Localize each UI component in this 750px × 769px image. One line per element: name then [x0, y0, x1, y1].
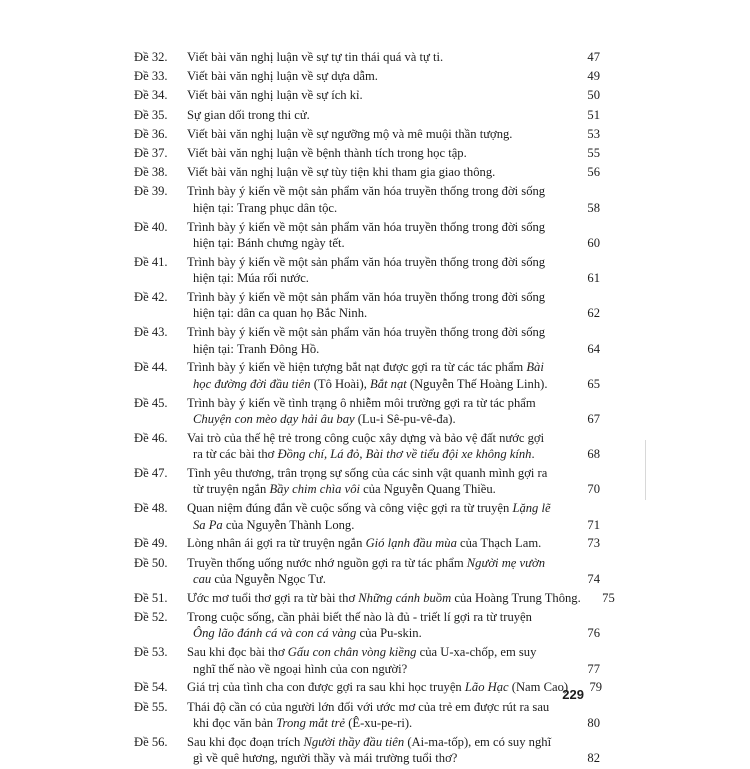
- toc-entry: [134, 359, 600, 392]
- text-segment: Vai trò của thế hệ trẻ trong công cuộc xây dựng và bảo vệ đất nước gợi: [187, 430, 545, 445]
- toc-entry-title-line: [187, 376, 566, 392]
- toc-entry-title: [187, 87, 576, 103]
- toc-entry-page: 58: [587, 200, 600, 215]
- toc-entry-page: 70: [587, 482, 600, 497]
- toc-entry-title: [187, 289, 576, 322]
- toc-entry-title-line: [187, 359, 566, 375]
- text-segment: Trình bày ý kiến về tình trạng ô nhiễm môi trường gợi ra từ tác phẩm: [187, 395, 536, 410]
- text-segment: Trong cuộc sống, cần phải biết thế nào là đủ - triết lí gợi ra từ truyện: [187, 610, 532, 625]
- italic-title-segment: Gió lạnh đầu mùa: [365, 536, 457, 551]
- text-segment: (Ê-xu-pe-ri).: [345, 716, 413, 731]
- toc-entry-title-line: [187, 481, 566, 497]
- toc-entry: [134, 145, 600, 161]
- italic-title-segment: Đồng chí, Lá đỏ, Bài thơ về tiểu đội xe không kính: [277, 447, 532, 462]
- toc-entry: [134, 535, 600, 551]
- toc-entry-title: [187, 430, 576, 463]
- text-segment: hiện tại: dân ca quan họ Bắc Ninh.: [193, 306, 368, 321]
- toc-entry-title: [187, 126, 576, 142]
- toc-entry-title-line: [187, 305, 566, 321]
- toc-entry-title-line: [187, 644, 566, 660]
- toc-entry: [134, 324, 600, 357]
- italic-title-segment: Lặng lẽ: [512, 501, 551, 516]
- toc-entry: [134, 68, 600, 84]
- italic-title-segment: Những cánh buồm: [358, 590, 452, 605]
- toc-entry-label: Đề 33.: [134, 69, 168, 84]
- toc-entry-page: 77: [587, 661, 600, 676]
- italic-title-segment: Lão Hạc: [464, 680, 509, 695]
- toc-entry-title-line: [187, 750, 566, 766]
- text-segment: Giá trị của tình cha con được gợi ra sau khi học truyện: [187, 680, 465, 695]
- toc-entry: [134, 219, 600, 252]
- toc-entry: [134, 164, 600, 180]
- toc-entry: [134, 87, 600, 103]
- toc-entry-title-line: [187, 164, 566, 180]
- toc-entry-title-line: [187, 625, 566, 641]
- toc-entry-title-line: [187, 609, 566, 625]
- toc-entry-page: 79: [589, 680, 603, 695]
- toc-entry-page: 61: [587, 271, 600, 286]
- toc-entry-label: Đề 41.: [134, 254, 168, 269]
- toc-entry-page: 56: [587, 165, 600, 180]
- toc-entry-label: Đề 54.: [134, 680, 168, 695]
- page-number: 229: [562, 687, 584, 702]
- text-segment: của U-xa-chốp, em suy: [416, 645, 537, 660]
- toc-entry-label: Đề 45.: [134, 395, 168, 410]
- toc-entry-title: [187, 535, 576, 551]
- toc-entry: [134, 183, 600, 216]
- toc-entry-title-line: [187, 411, 566, 427]
- toc-entry-title: [187, 699, 576, 732]
- toc-entry-label: Đề 48.: [134, 501, 168, 516]
- toc-entry-title: [187, 254, 576, 287]
- text-segment: của Pu-skin.: [356, 626, 422, 641]
- text-segment: của Hoàng Trung Thông.: [451, 590, 581, 605]
- italic-title-segment: cau: [193, 572, 212, 587]
- toc-entry-title: [187, 734, 576, 767]
- toc-entry-label: Đề 34.: [134, 88, 168, 103]
- toc-entry-title: [187, 590, 591, 606]
- toc-entry: [134, 500, 600, 533]
- toc-entry-title-line: [187, 200, 566, 216]
- text-segment: (Lu-i Sê-pu-vê-đa).: [354, 412, 456, 427]
- italic-title-segment: Sa Pa: [193, 517, 223, 532]
- italic-title-segment: Chuyện con mèo dạy hải âu bay: [193, 412, 355, 427]
- text-segment: Sự gian dối trong thi cử.: [187, 107, 310, 122]
- toc-entry-page: 65: [587, 376, 600, 391]
- text-segment: Viết bài văn nghị luận về sự ích kỉ.: [187, 88, 363, 103]
- toc-entry-title-line: [187, 341, 566, 357]
- toc-entry-page: 73: [587, 536, 600, 551]
- toc-entry-title: [187, 49, 576, 65]
- toc-entry-label: Đề 39.: [134, 184, 168, 199]
- toc-entry-title-line: [187, 446, 566, 462]
- text-segment: (Tô Hoài),: [310, 376, 371, 391]
- table-of-contents: [134, 49, 615, 769]
- toc-entry-title: [187, 359, 576, 392]
- text-segment: Trình bày ý kiến về một sản phẩm văn hóa truyền thống trong đời sống: [187, 184, 546, 199]
- toc-entry-label: Đề 50.: [134, 555, 168, 570]
- toc-entry-title-line: [187, 555, 566, 571]
- text-segment: Tình yêu thương, trân trọng sự sống của các sinh vật quanh mình gợi ra: [187, 466, 548, 481]
- text-segment: Quan niệm đúng đắn về cuộc sống và công việc gợi ra từ truyện: [187, 501, 513, 516]
- toc-entry-label: Đề 44.: [134, 360, 168, 375]
- text-segment: của Thạch Lam.: [456, 536, 542, 551]
- text-segment: nghĩ thế nào về ngoại hình của con người?: [193, 661, 408, 676]
- text-segment: hiện tại: Trang phục dân tộc.: [193, 200, 338, 215]
- toc-entry-title-line: [187, 289, 566, 305]
- bleed-through-mark: [645, 440, 646, 500]
- toc-entry-title: [187, 107, 576, 123]
- text-segment: Viết bài văn nghị luận về sự ngưỡng mộ và mê muội thần tượng.: [187, 126, 513, 141]
- toc-entry-title: [187, 395, 576, 428]
- toc-entry-title-line: [187, 126, 566, 142]
- toc-entry-label: Đề 35.: [134, 107, 168, 122]
- toc-entry-title-line: [187, 679, 568, 695]
- toc-entry-title: [187, 500, 576, 533]
- text-segment: Trình bày ý kiến về một sản phẩm văn hóa truyền thống trong đời sống: [187, 325, 546, 340]
- toc-entry-page: 53: [587, 126, 600, 141]
- toc-entry-title: [187, 644, 576, 677]
- toc-entry-title-line: [187, 270, 566, 286]
- text-segment: hiện tại: Múa rối nước.: [193, 271, 309, 286]
- toc-entry-title: [187, 68, 576, 84]
- toc-entry-label: Đề 46.: [134, 430, 168, 445]
- toc-entry-title: [187, 164, 576, 180]
- toc-entry-title-line: [187, 235, 566, 251]
- toc-entry: [134, 609, 600, 642]
- toc-entry-page: 71: [587, 517, 600, 532]
- toc-entry-page: 55: [587, 146, 600, 161]
- text-segment: Trình bày ý kiến về hiện tượng bắt nạt được gợi ra từ các tác phẩm: [187, 360, 527, 375]
- toc-entry-title-line: [187, 183, 566, 199]
- text-segment: của Nguyễn Thành Long.: [222, 517, 355, 532]
- toc-entry: [134, 590, 615, 606]
- text-segment: của Nguyễn Quang Thiều.: [360, 482, 496, 497]
- toc-entry: [134, 699, 600, 732]
- toc-entry-page: 51: [587, 107, 600, 122]
- text-segment: Trình bày ý kiến về một sản phẩm văn hóa truyền thống trong đời sống: [187, 254, 546, 269]
- text-segment: hiện tại: Tranh Đông Hồ.: [193, 341, 320, 356]
- toc-entry-page: 49: [587, 69, 600, 84]
- toc-entry-title-line: [187, 254, 566, 270]
- toc-entry-title-line: [187, 324, 566, 340]
- text-segment: từ truyện ngắn: [193, 482, 270, 497]
- text-segment: Truyền thống uống nước nhớ nguồn gợi ra từ tác phẩm: [187, 555, 467, 570]
- text-segment: gì về quê hương, người thầy và mái trường tuổi thơ?: [193, 751, 458, 766]
- text-segment: ra từ các bài thơ: [193, 447, 278, 462]
- toc-entry-title-line: [187, 699, 566, 715]
- toc-entry-page: 82: [587, 751, 600, 766]
- italic-title-segment: Ông lão đánh cá và con cá vàng: [193, 626, 357, 641]
- toc-entry-label: Đề 36.: [134, 126, 168, 141]
- toc-entry-title-line: [187, 87, 566, 103]
- text-segment: Viết bài văn nghị luận về sự tùy tiện khi tham gia giao thông.: [187, 165, 496, 180]
- text-segment: hiện tại: Bánh chưng ngày tết.: [193, 236, 345, 251]
- text-segment: Sau khi đọc đoạn trích: [187, 734, 304, 749]
- toc-entry-title-line: [187, 661, 566, 677]
- text-segment: Viết bài văn nghị luận về sự tự tin thái quá và tự ti.: [187, 50, 444, 64]
- text-segment: Trình bày ý kiến về một sản phẩm văn hóa truyền thống trong đời sống: [187, 219, 546, 234]
- toc-entry-label: Đề 38.: [134, 165, 168, 180]
- toc-entry-page: 60: [587, 236, 600, 251]
- toc-entry-title: [187, 219, 576, 252]
- toc-entry: [134, 555, 600, 588]
- text-segment: Lòng nhân ái gợi ra từ truyện ngắn: [187, 536, 366, 551]
- text-segment: Ước mơ tuổi thơ gợi ra từ bài thơ: [187, 590, 359, 605]
- toc-entry-label: Đề 43.: [134, 325, 168, 340]
- toc-entry: [134, 254, 600, 287]
- toc-entry-label: Đề 42.: [134, 290, 168, 305]
- toc-entry: [134, 49, 600, 65]
- toc-entry-page: 50: [587, 88, 600, 103]
- italic-title-segment: Bắt nạt: [370, 376, 407, 391]
- toc-entry-title-line: [187, 430, 566, 446]
- italic-title-segment: Người mẹ vườn: [466, 555, 546, 570]
- toc-entry-page: 62: [587, 306, 600, 321]
- toc-entry-page: 47: [587, 50, 600, 64]
- toc-entry-page: 74: [587, 572, 600, 587]
- toc-entry-label: Đề 37.: [134, 146, 168, 161]
- text-segment: khi đọc văn bản: [193, 716, 277, 731]
- toc-entry-title-line: [187, 590, 581, 606]
- text-segment: Trình bày ý kiến về một sản phẩm văn hóa truyền thống trong đời sống: [187, 290, 546, 305]
- text-segment: (Ai-ma-tốp), em có suy nghĩ: [404, 734, 552, 749]
- toc-entry-title: [187, 679, 578, 695]
- toc-entry-title-line: [187, 219, 566, 235]
- italic-title-segment: Bầy chim chìa vôi: [269, 482, 361, 497]
- toc-entry-title-line: [187, 465, 566, 481]
- text-segment: .: [531, 447, 535, 462]
- text-segment: Viết bài văn nghị luận về bệnh thành tích trong học tập.: [187, 146, 467, 161]
- toc-entry-title: [187, 183, 576, 216]
- toc-entry-label: Đề 49.: [134, 536, 168, 551]
- text-segment: Viết bài văn nghị luận về sự dựa dẫm.: [187, 69, 378, 84]
- text-segment: Sau khi đọc bài thơ: [187, 645, 288, 660]
- toc-entry-title-line: [187, 535, 566, 551]
- toc-entry-title-line: [187, 500, 566, 516]
- toc-entry-label: Đề 53.: [134, 645, 168, 660]
- italic-title-segment: Người thầy đầu tiên: [303, 734, 405, 749]
- toc-entry: [134, 430, 600, 463]
- italic-title-segment: Gấu con chân vòng kiềng: [287, 645, 417, 660]
- toc-entry-label: Đề 51.: [134, 590, 168, 605]
- italic-title-segment: Bài: [526, 360, 544, 375]
- toc-entry-page: 80: [587, 716, 600, 731]
- toc-entry-title-line: [187, 734, 566, 750]
- toc-entry-label: Đề 52.: [134, 610, 168, 625]
- toc-entry: [134, 395, 600, 428]
- toc-entry-label: Đề 56.: [134, 734, 168, 749]
- toc-entry-title: [187, 609, 576, 642]
- toc-entry: [134, 465, 600, 498]
- toc-entry-title-line: [187, 715, 566, 731]
- text-segment: Thái độ cần có của người lớn đối với ước mơ của trẻ em được rút ra sau: [187, 699, 550, 714]
- toc-entry-page: 76: [587, 626, 600, 641]
- toc-entry: [134, 644, 600, 677]
- toc-entry-title: [187, 465, 576, 498]
- toc-entry: [134, 734, 600, 767]
- toc-entry-title-line: [187, 517, 566, 533]
- toc-entry-title-line: [187, 49, 566, 65]
- toc-entry-title-line: [187, 571, 566, 587]
- toc-entry-page: 75: [602, 590, 615, 605]
- italic-title-segment: học đường đời đầu tiên: [193, 376, 311, 391]
- toc-entry: [134, 289, 600, 322]
- toc-entry-title-line: [187, 395, 566, 411]
- toc-entry-label: Đề 55.: [134, 699, 168, 714]
- toc-entry-title-line: [187, 107, 566, 123]
- toc-entry-page: 67: [587, 412, 600, 427]
- text-segment: (Nguyễn Thế Hoàng Linh).: [406, 376, 548, 391]
- toc-entry-title: [187, 324, 576, 357]
- toc-entry-page: 68: [587, 447, 600, 462]
- toc-entry-label: Đề 47.: [134, 466, 168, 481]
- toc-entry-label: Đề 40.: [134, 219, 168, 234]
- toc-entry-label: Đề 32.: [134, 50, 168, 64]
- toc-entry-page: 64: [587, 341, 600, 356]
- text-segment: (Nam Cao): [508, 680, 569, 695]
- toc-entry-title-line: [187, 145, 566, 161]
- toc-entry: [134, 107, 600, 123]
- text-segment: của Nguyễn Ngọc Tư.: [211, 572, 326, 587]
- toc-entry: [134, 679, 603, 695]
- toc-entry-title-line: [187, 68, 566, 84]
- toc-entry: [134, 126, 600, 142]
- toc-entry-title: [187, 555, 576, 588]
- italic-title-segment: Trong mắt trẻ: [276, 716, 346, 731]
- toc-entry-title: [187, 145, 576, 161]
